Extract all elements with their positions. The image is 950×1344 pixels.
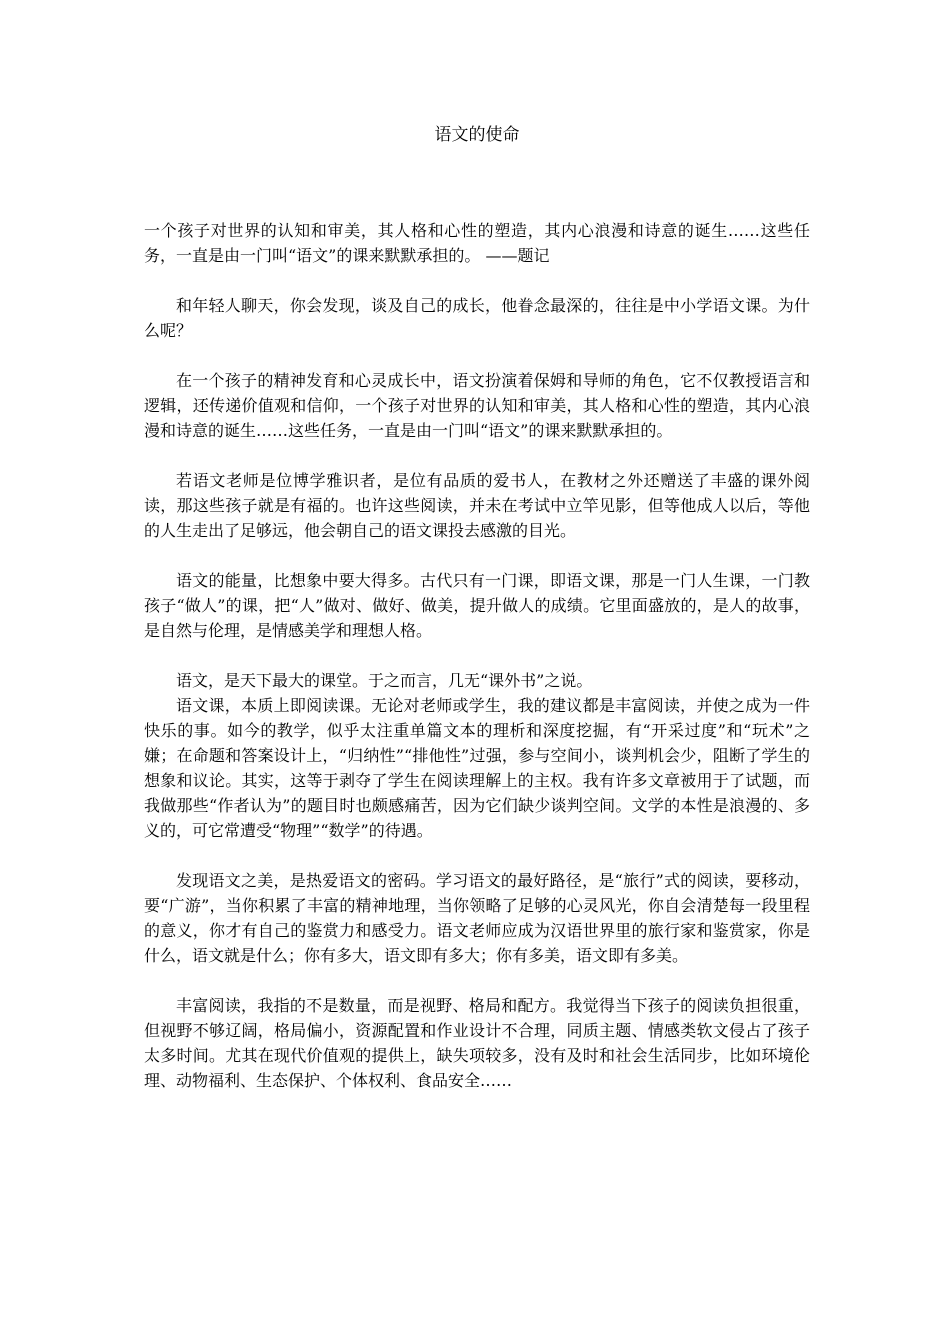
document-title: 语文的使命 [434,125,520,145]
paragraph-7: 发现语文之美，是热爱语文的密码。学习语文的最好路径，是“旅行”式的阅读，要移动，要“广游”，当你积累了丰富的精神地理，当你领略了足够的心灵风光，你自会清楚每一段里程的意义，你才有自己的鉴赏力和感受力。语文老师应成为汉语世界里的旅行家和鉴赏家，你是什么，语文就是什么；你有多大，语文即有多大；你有多美，语文即有多美。 [144,871,810,965]
paragraph-4: 语文的能量，比想象中要大得多。古代只有一门课，即语文课，那是一门人生课，一门教孩子“做人”的课，把“人”做对、做好、做美，提升做人的成绩。它里面盛放的，是人的故事，是自然与伦理，是情感美学和理想人格。 [144,571,810,640]
epigraph: 一个孩子对世界的认知和审美，其人格和心性的塑造，其内心浪漫和诗意的诞生……这些任务，一直是由一门叫“语文”的课来默默承担的。 ——题记 [144,221,810,265]
paragraph-1: 和年轻人聊天，你会发现，谈及自己的成长，他眷念最深的，往往是中小学语文课。为什么呢？ [144,296,810,340]
document-body [144,218,810,1093]
paragraph-2: 在一个孩子的精神发育和心灵成长中，语文扮演着保姆和导师的角色，它不仅教授语言和逻辑，还传递价值观和信仰，一个孩子对世界的认知和审美，其人格和心性的塑造，其内心浪漫和诗意的诞生……这些任务，一直是由一门叫“语文”的课来默默承担的。 [144,371,810,440]
paragraph-5: 语文，是天下最大的课堂。于之而言，几无“课外书”之说。 [176,671,593,690]
paragraph-8: 丰富阅读，我指的不是数量，而是视野、格局和配方。我觉得当下孩子的阅读负担很重，但视野不够辽阔，格局偏小，资源配置和作业设计不合理，同质主题、情感类软文侵占了孩子太多时间。尤其在现代价值观的提供上，缺失项较多，没有及时和社会生活同步，比如环境伦理、动物福利、生态保护、个体权利、食品安全…… [144,996,810,1090]
paragraph-6: 语文课，本质上即阅读课。无论对老师或学生，我的建议都是丰富阅读，并使之成为一件快乐的事。如今的教学，似乎太注重单篇文本的理析和深度挖掘，有“开采过度”和“玩术”之嫌；在命题和答案设计上，“归纳性”“排他性”过强，参与空间小，谈判机会少，阻断了学生的想象和议论。其实，这等于剥夺了学生在阅读理解上的主权。我有许多文章被用于了试题，而我做那些“作者认为”的题目时也颇感痛苦，因为它们缺少谈判空间。文学的本性是浪漫的、多义的，可它常遭受“物理”“数学”的待遇。 [144,696,810,840]
paragraph-3: 若语文老师是位博学雅识者，是位有品质的爱书人，在教材之外还赠送了丰盛的课外阅读，那这些孩子就是有福的。也许这些阅读，并未在考试中立竿见影，但等他成人以后，等他的人生走出了足够远，他会朝自己的语文课投去感激的目光。 [144,471,810,540]
